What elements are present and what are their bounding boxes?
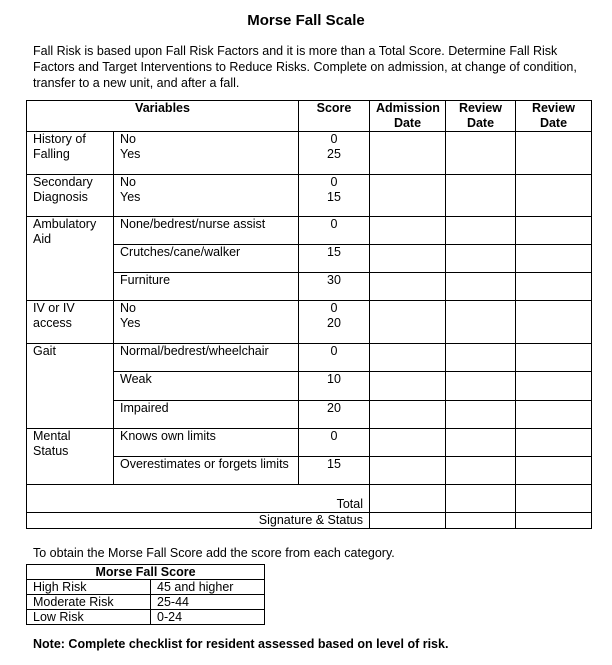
gait1-review2-cell[interactable] <box>516 344 592 372</box>
gait1-admission-cell[interactable] <box>370 344 446 372</box>
admission-date-header: Admission Date <box>370 101 446 132</box>
note-text: Note: Complete checklist for resident assessed based on level of risk. <box>33 637 449 651</box>
header-row <box>27 101 592 132</box>
row-signature <box>27 513 592 529</box>
secondary-score-yes: 15 <box>327 190 341 204</box>
ambulatory-option-3: Furniture <box>114 273 299 301</box>
total-review2-cell[interactable] <box>516 485 592 513</box>
risk-row-high <box>27 580 265 595</box>
ambulatory-score-1: 0 <box>299 217 370 245</box>
history-scores <box>299 132 370 175</box>
mental2-admission-cell[interactable] <box>370 457 446 485</box>
ambulatory-option-2: Crutches/cane/walker <box>114 245 299 273</box>
gait2-review2-cell[interactable] <box>516 372 592 401</box>
risk-level-high: High Risk <box>27 580 151 595</box>
history-admission-cell[interactable] <box>370 132 446 175</box>
gait3-review2-cell[interactable] <box>516 401 592 429</box>
obtain-score-instruction: To obtain the Morse Fall Score add the score from each category. <box>33 546 395 560</box>
row-total <box>27 485 592 513</box>
risk-table-header: Morse Fall Score <box>27 565 265 580</box>
review-date-header-1: Review Date <box>446 101 516 132</box>
history-score-yes: 25 <box>327 147 341 161</box>
history-review2-cell[interactable] <box>516 132 592 175</box>
signature-label: Signature & Status <box>27 513 370 529</box>
iv-review1-cell[interactable] <box>446 301 516 344</box>
iv-label: IV or IV access <box>27 301 114 344</box>
page-title: Morse Fall Scale <box>247 12 365 29</box>
iv-scores <box>299 301 370 344</box>
ambulatory3-review2-cell[interactable] <box>516 273 592 301</box>
history-score-no: 0 <box>330 132 338 146</box>
gait-option-2: Weak <box>114 372 299 401</box>
row-secondary-diagnosis <box>27 175 592 217</box>
signature-admission-cell[interactable] <box>370 513 446 529</box>
gait-option-1: Normal/bedrest/wheelchair <box>114 344 299 372</box>
gait1-review1-cell[interactable] <box>446 344 516 372</box>
ambulatory3-review1-cell[interactable] <box>446 273 516 301</box>
secondary-review2-cell[interactable] <box>516 175 592 217</box>
iv-option-no: No <box>120 301 136 315</box>
ambulatory1-review2-cell[interactable] <box>516 217 592 245</box>
risk-level-low: Low Risk <box>27 610 151 625</box>
iv-score-no: 0 <box>330 301 338 315</box>
secondary-label: Secondary Diagnosis <box>27 175 114 217</box>
gait-label: Gait <box>27 344 114 429</box>
row-iv-access <box>27 301 592 344</box>
mental-option-2: Overestimates or forgets limits <box>114 457 299 485</box>
score-header: Score <box>299 101 370 132</box>
gait2-admission-cell[interactable] <box>370 372 446 401</box>
ambulatory2-review1-cell[interactable] <box>446 245 516 273</box>
mental1-admission-cell[interactable] <box>370 429 446 457</box>
iv-score-yes: 20 <box>327 316 341 330</box>
gait-option-3: Impaired <box>114 401 299 429</box>
risk-header-row <box>27 565 265 580</box>
review-date-header-2: Review Date <box>516 101 592 132</box>
ambulatory2-review2-cell[interactable] <box>516 245 592 273</box>
risk-level-moderate: Moderate Risk <box>27 595 151 610</box>
iv-review2-cell[interactable] <box>516 301 592 344</box>
history-option-no: No <box>120 132 136 146</box>
ambulatory1-review1-cell[interactable] <box>446 217 516 245</box>
gait-score-1: 0 <box>299 344 370 372</box>
secondary-score-no: 0 <box>330 175 338 189</box>
mental2-review1-cell[interactable] <box>446 457 516 485</box>
row-mental-1 <box>27 429 592 457</box>
history-review1-cell[interactable] <box>446 132 516 175</box>
row-gait-1 <box>27 344 592 372</box>
ambulatory-score-2: 15 <box>299 245 370 273</box>
gait3-review1-cell[interactable] <box>446 401 516 429</box>
mental-label: Mental Status <box>27 429 114 485</box>
risk-range-high: 45 and higher <box>151 580 265 595</box>
history-option-yes: Yes <box>120 147 141 161</box>
total-admission-cell[interactable] <box>370 485 446 513</box>
mental1-review2-cell[interactable] <box>516 429 592 457</box>
intro-paragraph: Fall Risk is based upon Fall Risk Factors and it is more than a Total Score. Determine Fall Risk Factors and Target Interventions to Reduce Risks. Complete on admission, at change of condition, transfer to a new unit, and after a fall. <box>33 44 577 90</box>
row-ambulatory-1 <box>27 217 592 245</box>
secondary-scores <box>299 175 370 217</box>
risk-level-table <box>26 564 265 625</box>
risk-row-moderate <box>27 595 265 610</box>
ambulatory-label: Ambulatory Aid <box>27 217 114 301</box>
variables-header: Variables <box>27 101 299 132</box>
risk-range-low: 0-24 <box>151 610 265 625</box>
signature-review2-cell[interactable] <box>516 513 592 529</box>
secondary-admission-cell[interactable] <box>370 175 446 217</box>
history-label: History of Falling <box>27 132 114 175</box>
gait3-admission-cell[interactable] <box>370 401 446 429</box>
history-options <box>114 132 299 175</box>
ambulatory3-admission-cell[interactable] <box>370 273 446 301</box>
secondary-option-no: No <box>120 175 136 189</box>
gait-score-2: 10 <box>299 372 370 401</box>
risk-row-low <box>27 610 265 625</box>
gait2-review1-cell[interactable] <box>446 372 516 401</box>
mental1-review1-cell[interactable] <box>446 429 516 457</box>
row-history-of-falling <box>27 132 592 175</box>
total-label: Total <box>27 485 370 513</box>
mental-option-1: Knows own limits <box>114 429 299 457</box>
mental-score-1: 0 <box>299 429 370 457</box>
ambulatory2-admission-cell[interactable] <box>370 245 446 273</box>
iv-option-yes: Yes <box>120 316 141 330</box>
risk-range-moderate: 25-44 <box>151 595 265 610</box>
gait-score-3: 20 <box>299 401 370 429</box>
mental2-review2-cell[interactable] <box>516 457 592 485</box>
ambulatory-score-3: 30 <box>299 273 370 301</box>
secondary-review1-cell[interactable] <box>446 175 516 217</box>
secondary-options <box>114 175 299 217</box>
iv-admission-cell[interactable] <box>370 301 446 344</box>
mental-score-2: 15 <box>299 457 370 485</box>
signature-review1-cell[interactable] <box>446 513 516 529</box>
ambulatory1-admission-cell[interactable] <box>370 217 446 245</box>
total-review1-cell[interactable] <box>446 485 516 513</box>
secondary-option-yes: Yes <box>120 190 141 204</box>
morse-fall-scale-table <box>26 100 592 529</box>
ambulatory-option-1: None/bedrest/nurse assist <box>114 217 299 245</box>
iv-options <box>114 301 299 344</box>
